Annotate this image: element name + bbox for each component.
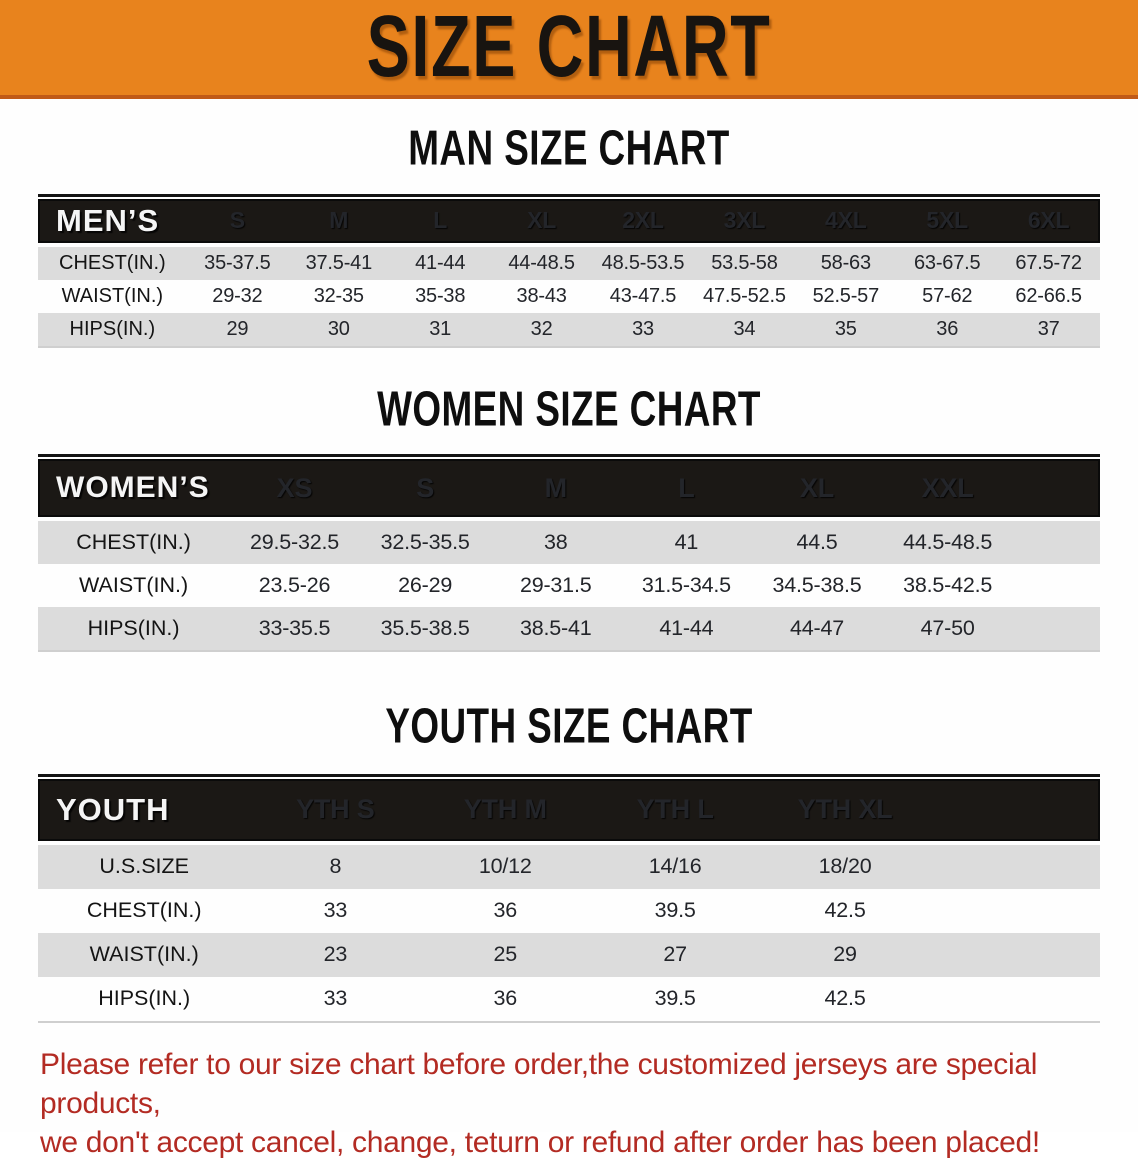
size-value-cell: 10/12 xyxy=(478,854,532,878)
size-value-cell: 53.5-58 xyxy=(711,251,778,274)
youth-size-table xyxy=(38,774,1100,1023)
size-column-header: L xyxy=(433,207,448,233)
row-label: HIPS(IN.) xyxy=(87,616,180,640)
footer-note xyxy=(40,1045,1100,1162)
size-column-header: 4XL xyxy=(825,207,867,233)
table-row xyxy=(38,607,1100,650)
size-column-header: XS xyxy=(276,472,313,503)
size-column-header: YTH XL xyxy=(797,794,893,824)
size-value-cell: 37 xyxy=(1037,317,1060,340)
table-row xyxy=(38,247,1100,280)
size-value-cell: 42.5 xyxy=(824,986,866,1010)
row-label: WAIST(IN.) xyxy=(61,284,164,307)
size-column-header: XXL xyxy=(921,472,974,503)
row-label: HIPS(IN.) xyxy=(98,986,191,1010)
row-label: CHEST(IN.) xyxy=(86,898,202,922)
row-label: WAIST(IN.) xyxy=(79,573,189,597)
size-value-cell: 44-48.5 xyxy=(508,251,575,274)
size-value-cell: 35.5-38.5 xyxy=(380,616,470,640)
size-column-header: YTH L xyxy=(636,794,714,824)
size-value-cell: 41-44 xyxy=(415,251,466,274)
size-value-cell: 32 xyxy=(530,317,553,340)
size-value-cell: 63-67.5 xyxy=(914,251,981,274)
section-women xyxy=(0,379,1138,653)
table-header-row xyxy=(38,199,1100,243)
table-header-row xyxy=(38,779,1100,841)
size-column-header: XL xyxy=(527,207,557,233)
women-section-heading-text: WOMEN SIZE CHART xyxy=(377,379,761,437)
size-value-cell: 36 xyxy=(493,898,517,922)
size-value-cell: 8 xyxy=(329,854,342,878)
size-column-header: S xyxy=(229,207,245,233)
table-row xyxy=(38,933,1100,977)
row-label: HIPS(IN.) xyxy=(69,317,156,340)
note-line-1: Please refer to our size chart before order,the customized jerseys are special products, xyxy=(40,1047,1038,1120)
size-value-cell: 67.5-72 xyxy=(1015,251,1082,274)
size-value-cell: 43-47.5 xyxy=(609,284,677,307)
size-value-cell: 29-32 xyxy=(212,284,263,307)
size-value-cell: 38.5-41 xyxy=(519,616,592,640)
size-value-cell: 26-29 xyxy=(398,573,453,597)
size-value-cell: 47-50 xyxy=(920,616,975,640)
size-value-cell: 41-44 xyxy=(659,616,714,640)
size-value-cell: 44.5-48.5 xyxy=(903,530,993,554)
size-column-header: 5XL xyxy=(926,207,969,233)
size-value-cell: 14/16 xyxy=(648,854,702,878)
size-value-cell: 29-31.5 xyxy=(519,573,592,597)
size-value-cell: 48.5-53.5 xyxy=(601,251,685,274)
page-title: SIZE CHART xyxy=(366,0,772,96)
size-value-cell: 31.5-34.5 xyxy=(641,573,731,597)
womens-size-table xyxy=(38,454,1100,652)
size-value-cell: 36 xyxy=(936,317,959,340)
size-value-cell: 27 xyxy=(663,942,687,966)
size-value-cell: 37.5-41 xyxy=(305,251,372,274)
table-header-label: YOUTH xyxy=(56,791,170,827)
size-value-cell: 29 xyxy=(833,942,857,966)
size-value-cell: 42.5 xyxy=(824,898,866,922)
size-value-cell: 34 xyxy=(733,317,756,340)
row-label: WAIST(IN.) xyxy=(89,942,199,966)
size-value-cell: 41 xyxy=(674,530,699,554)
size-value-cell: 38.5-42.5 xyxy=(903,573,993,597)
table-row xyxy=(38,280,1100,313)
row-label: CHEST(IN.) xyxy=(59,251,166,274)
table-row xyxy=(38,889,1100,933)
size-column-header: 2XL xyxy=(622,207,664,233)
size-value-cell: 18/20 xyxy=(818,854,872,878)
content xyxy=(0,119,1138,1023)
size-value-cell: 25 xyxy=(493,942,517,966)
size-column-header: 3XL xyxy=(723,207,766,233)
size-value-cell: 44-47 xyxy=(789,616,844,640)
size-value-cell: 32.5-35.5 xyxy=(380,530,470,554)
size-column-header: XL xyxy=(799,472,835,503)
size-value-cell: 32-35 xyxy=(313,284,364,307)
women-section-heading xyxy=(0,379,1138,437)
men-section-heading-text: MAN SIZE CHART xyxy=(408,119,730,176)
size-value-cell: 47.5-52.5 xyxy=(703,284,786,307)
size-value-cell: 23.5-26 xyxy=(258,573,331,597)
note-line-2: we don't accept cancel, change, teturn or refund after order has been placed! xyxy=(40,1125,1040,1159)
size-value-cell: 23 xyxy=(323,942,348,966)
mens-size-table xyxy=(38,194,1100,348)
section-youth xyxy=(0,697,1138,1023)
size-value-cell: 29.5-32.5 xyxy=(249,530,339,554)
size-value-cell: 31 xyxy=(429,317,452,340)
size-value-cell: 35 xyxy=(834,317,857,340)
table-header-row xyxy=(38,459,1100,517)
size-value-cell: 38 xyxy=(543,530,568,554)
size-column-header: L xyxy=(678,472,695,503)
youth-section-heading xyxy=(0,697,1138,754)
size-value-cell: 38-43 xyxy=(516,284,567,307)
size-value-cell: 33-35.5 xyxy=(258,616,331,640)
table-header-label: WOMEN’S xyxy=(56,471,210,504)
size-column-header: 6XL xyxy=(1027,207,1070,233)
size-value-cell: 39.5 xyxy=(654,986,696,1010)
row-label: CHEST(IN.) xyxy=(76,530,191,554)
size-value-cell: 58-63 xyxy=(820,251,871,274)
size-column-header: YTH S xyxy=(296,794,375,824)
men-section-heading xyxy=(0,119,1138,176)
size-value-cell: 35-37.5 xyxy=(204,251,271,274)
banner xyxy=(0,0,1138,99)
size-column-header: S xyxy=(416,472,434,503)
size-value-cell: 35-38 xyxy=(415,284,466,307)
table-row xyxy=(38,845,1100,889)
youth-section-heading-text: YOUTH SIZE CHART xyxy=(385,697,753,754)
table-row xyxy=(38,521,1100,564)
size-value-cell: 33 xyxy=(323,986,348,1010)
table-row xyxy=(38,313,1100,346)
size-value-cell: 57-62 xyxy=(922,284,973,307)
size-value-cell: 36 xyxy=(493,986,517,1010)
size-value-cell: 30 xyxy=(327,317,350,340)
row-label: U.S.SIZE xyxy=(99,854,189,878)
size-column-header: M xyxy=(544,472,567,503)
size-column-header: YTH M xyxy=(463,794,547,824)
table-row xyxy=(38,564,1100,607)
size-value-cell: 39.5 xyxy=(654,898,696,922)
section-men xyxy=(0,119,1138,348)
size-value-cell: 44.5 xyxy=(796,530,838,554)
size-value-cell: 34.5-38.5 xyxy=(772,573,862,597)
table-header-label: MEN’S xyxy=(56,202,160,238)
size-value-cell: 33 xyxy=(632,317,654,340)
table-row xyxy=(38,977,1100,1021)
size-value-cell: 29 xyxy=(226,317,249,340)
size-value-cell: 62-66.5 xyxy=(1015,284,1082,307)
size-column-header: M xyxy=(329,207,349,233)
size-value-cell: 33 xyxy=(323,898,348,922)
size-value-cell: 52.5-57 xyxy=(812,284,880,307)
